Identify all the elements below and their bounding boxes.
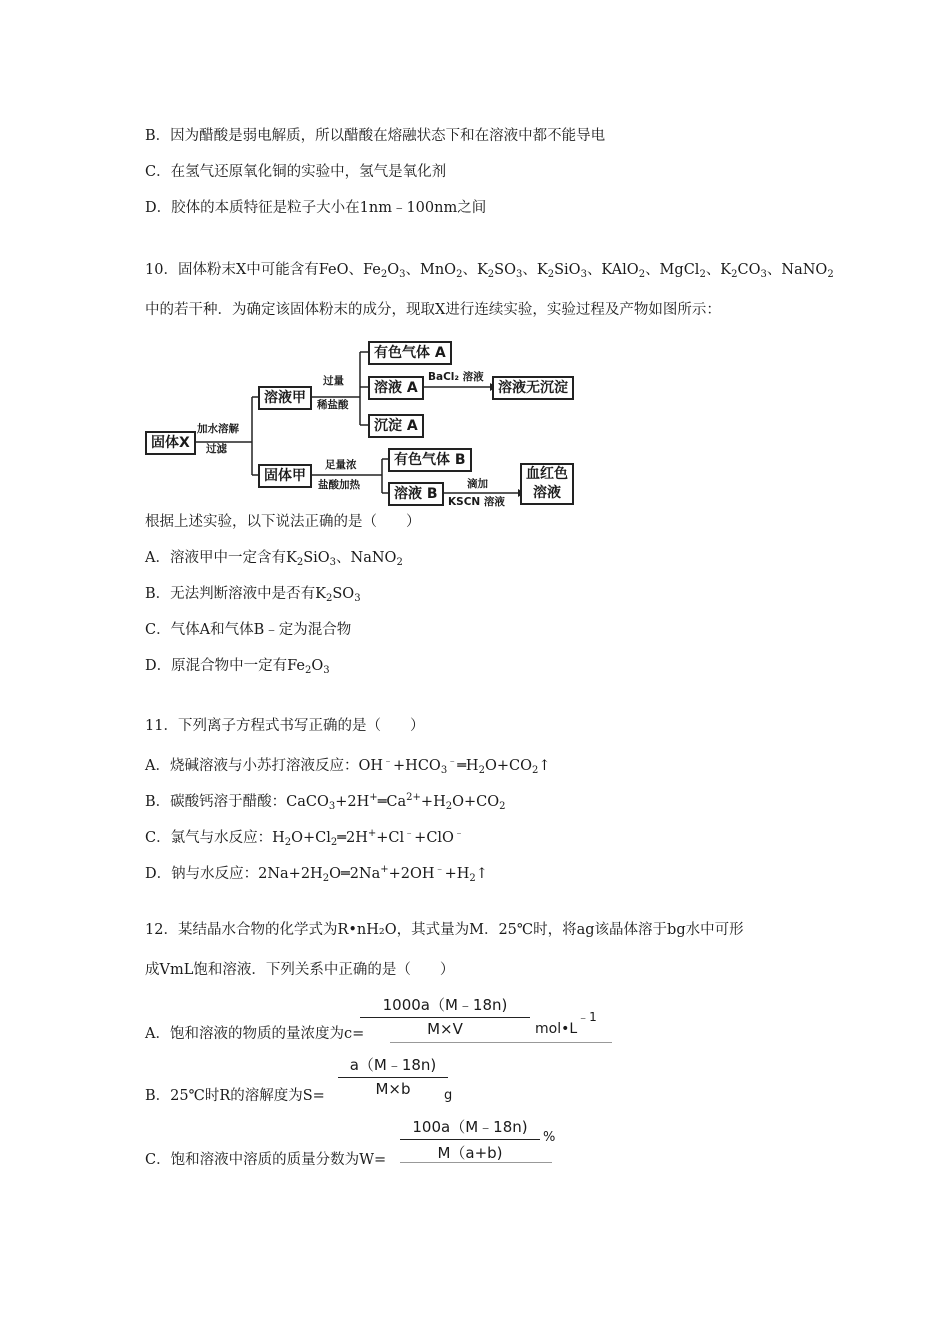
q9-option-b: B．因为醋酸是弱电解质，所以醋酸在熔融状态下和在溶液中都不能导电 [145,128,606,144]
q12-b-fraction [338,1054,448,1098]
box-solid-jia: 固体甲 [258,464,312,488]
q12-option-c: C．饱和溶液中溶质的质量分数为W= [145,1152,387,1168]
box-solution-b: 溶液 B [388,482,444,506]
q10-option-b: B．无法判断溶液中是否有$K_2SO_3$ [145,586,361,604]
q12-a-underline [390,1042,612,1043]
label-dilute-hcl: 稀盐酸 [317,399,349,411]
q11-option-d: D．钠与水反应：$2Na+2H_2O═2Na^++2OH^﹣+H_2↑$ [145,864,488,884]
q10-stem-line2: 中的若干种．为确定该固体粉末的成分，现取X进行连续实验，实验过程及产物如图所示： [145,302,721,318]
label-kscn: KSCN 溶液 [448,496,505,508]
q10-option-c: C．气体A和气体B﹣定为混合物 [145,622,352,638]
label-filter: 过滤 [206,443,227,455]
box-gas-b: 有色气体 B [388,448,472,472]
box-blood-red [520,463,574,505]
q9-option-c: C．在氢气还原氧化铜的实验中，氢气是氧化剂 [145,164,447,180]
q11-stem: 11．下列离子方程式书写正确的是（ ） [145,718,425,734]
q12-a-fraction [360,994,530,1038]
q12-b-denominator: M×b [375,1080,411,1098]
q11-option-a: A．烧碱溶液与小苏打溶液反应：$OH^﹣+HCO_3^﹣═H_2O+CO_2↑$ [145,756,551,776]
q12-a-fraction-bar [360,1017,530,1018]
label-excess: 过量 [323,375,344,387]
q9-option-d: D．胶体的本质特征是粒子大小在1nm﹣100nm之间 [145,200,487,216]
q12-stem-line2: 成VmL饱和溶液．下列关系中正确的是（ ） [145,962,455,978]
q12-c-fraction [400,1116,540,1163]
q12-b-numerator: a（M﹣18n) [349,1056,437,1074]
q12-a-numerator: 1000a（M﹣18n) [382,996,508,1014]
q12-a-denominator: M×V [427,1020,463,1038]
q10-question: 根据上述实验，以下说法正确的是（ ） [145,514,421,530]
blood-red-line2: 溶液 [533,485,561,501]
q12-b-unit: g [444,1088,453,1103]
label-hcl-heat: 盐酸加热 [318,479,360,491]
label-conc: 足量浓 [325,459,357,471]
q12-c-unit: % [543,1130,556,1145]
flowchart [140,335,610,510]
box-solution-a: 溶液 A [368,376,424,400]
q12-option-a: A．饱和溶液的物质的量浓度为c= [145,1026,365,1042]
q12-c-fraction-bar [400,1139,540,1140]
box-no-precipitate: 溶液无沉淀 [492,376,574,400]
q10-option-d: D．原混合物中一定有$Fe_2O_3$ [145,658,330,676]
q12-c-denominator: M（a+b) [437,1144,503,1162]
label-add-drop: 滴加 [467,478,488,490]
q12-c-underline [400,1162,552,1163]
q12-b-fraction-bar [338,1077,448,1078]
q12-option-b: B．25℃时R的溶解度为S= [145,1088,325,1104]
box-solution-jia: 溶液甲 [258,386,312,410]
box-solid-x: 固体X [145,431,196,455]
q10-stem-line1: 10．固体粉末X中可能含有FeO、$Fe_2O_3$、MnO$_2$、$K_2SO_3$、$K_2SiO_3$、KAlO$_2$、MgCl$_2$、$K_2CO_3$、NaNO$_2$ [145,262,834,280]
q12-stem-line1: 12．某结晶水合物的化学式为R•nH₂O，其式量为M．25℃时，将ag该晶体溶于bg水中可形 [145,922,744,938]
box-gas-a: 有色气体 A [368,341,452,365]
box-precipitate-a: 沉淀 A [368,414,424,438]
q11-option-c: C．氯气与水反应：$H_2O+Cl_2═2H^++Cl^﹣+ClO^﹣$ [145,828,464,848]
q11-option-b: B．碳酸钙溶于醋酸：$CaCO_3+2H^+═Ca^{2+}+H_2O+CO_2$ [145,792,506,812]
label-dissolve: 加水溶解 [197,423,239,435]
q12-c-numerator: 100a（M﹣18n) [412,1118,528,1136]
label-bacl2: BaCl₂ 溶液 [428,371,484,383]
blood-red-line1: 血红色 [526,466,568,482]
q12-a-unit: mol•L﹣1 [535,1010,597,1037]
q10-option-a: A．溶液甲中一定含有$K_2SiO_3$、NaNO$_2$ [145,550,403,568]
